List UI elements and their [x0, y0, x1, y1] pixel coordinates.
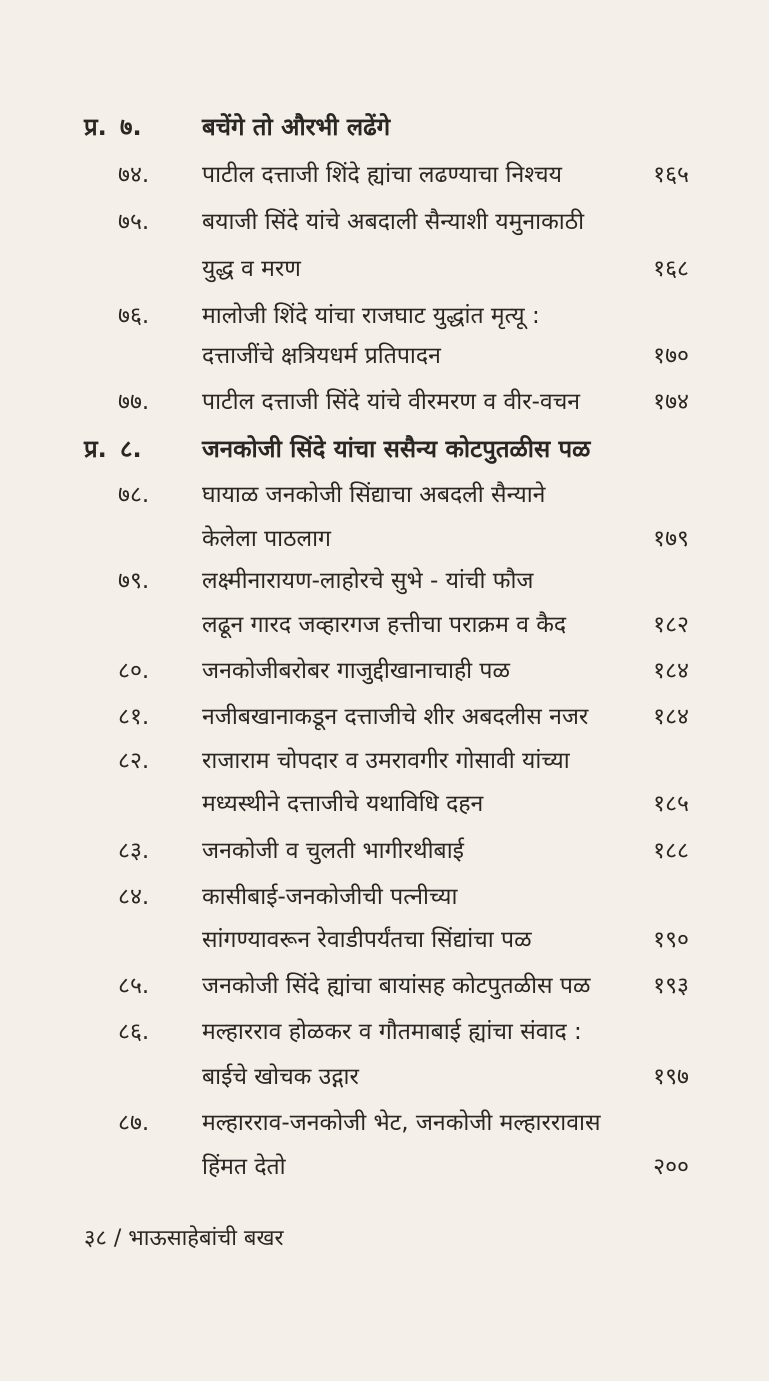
entry-number: ८१.: [118, 704, 150, 730]
entry-page: १८४: [653, 658, 689, 684]
entry-title-line: बयाजी सिंदे यांचे अबदाली सैन्याशी यमुनाकाठी: [202, 209, 585, 235]
entry-number: ८३.: [118, 838, 150, 864]
chapter-number: ७.: [120, 113, 142, 141]
entry-page: १८८: [653, 838, 689, 864]
chapter-prefix: प्र.: [84, 435, 107, 463]
entry-title-line: सांगण्यावरून रेवाडीपर्यंतचा सिंद्यांचा पळ: [202, 927, 532, 953]
chapter-title: बचेंगे तो औरभी लढेंगे: [202, 113, 391, 141]
entry-number: ८२.: [118, 748, 150, 774]
entry-title-line: दत्ताजींचे क्षत्रियधर्म प्रतिपादन: [202, 343, 441, 369]
entry-number: ७९.: [118, 568, 150, 594]
entry-number: ७७.: [118, 389, 150, 415]
entry-title-line: मल्हारराव होळकर व गौतमाबाई ह्यांचा संवाद :: [202, 1019, 582, 1045]
entry-number: ७४.: [118, 162, 150, 188]
page-footer: ३८ / भाऊसाहेबांची बखर: [84, 1226, 284, 1251]
entry-number: ८५.: [118, 973, 150, 999]
entry-title-line: पाटील दत्ताजी सिंदे यांचे वीरमरण व वीर-वचन: [202, 389, 581, 415]
entry-number: ७६.: [118, 303, 150, 329]
entry-title-line: लक्ष्मीनारायण-लाहोरचे सुभे - यांची फौज: [202, 568, 534, 594]
entry-title-line: केलेला पाठलाग: [202, 526, 332, 552]
entry-page: १७९: [653, 526, 689, 552]
entry-title-line: जनकोजी सिंदे ह्यांचा बायांसह कोटपुतळीस पळ: [202, 973, 591, 999]
entry-page: १८२: [653, 612, 689, 638]
entry-number: ७५.: [118, 209, 150, 235]
entry-title-line: हिंमत देतो: [202, 1154, 286, 1180]
entry-title-line: लढून गारद जव्हारगज हत्तीचा पराक्रम व कैद: [202, 612, 567, 638]
entry-number: ८६.: [118, 1019, 150, 1045]
chapter-title: जनकोजी सिंदे यांचा ससैन्य कोटपुतळीस पळ: [202, 435, 591, 463]
entry-number: ८४.: [118, 884, 150, 910]
entry-title-line: जनकोजी व चुलती भागीरथीबाई: [202, 838, 464, 864]
entry-title-line: राजाराम चोपदार व उमरावगीर गोसावी यांच्या: [202, 748, 570, 774]
entry-page: १९७: [653, 1064, 689, 1090]
entry-page: १७४: [653, 389, 689, 415]
entry-title-line: कासीबाई-जनकोजीची पत्नीच्या: [202, 884, 458, 910]
entry-title-line: पाटील दत्ताजी शिंदे ह्यांचा लढण्याचा निश्चय: [202, 162, 563, 188]
entry-title-line: मध्यस्थीने दत्ताजीचे यथाविधि दहन: [202, 791, 484, 817]
entry-page: १९०: [653, 927, 689, 953]
entry-page: १६८: [653, 256, 689, 282]
entry-page: १६५: [653, 162, 689, 188]
entry-number: ८०.: [118, 658, 150, 684]
entry-page: १८५: [653, 791, 689, 817]
entry-title-line: मालोजी शिंदे यांचा राजघाट युद्धांत मृत्यू :: [202, 303, 540, 329]
entry-page: १७०: [653, 343, 689, 369]
chapter-number: ८.: [120, 435, 142, 463]
entry-number: ८७.: [118, 1110, 150, 1136]
entry-title-line: नजीबखानाकडून दत्ताजीचे शीर अबदलीस नजर: [202, 704, 589, 730]
entry-title-line: घायाळ जनकोजी सिंद्याचा अबदली सैन्याने: [202, 482, 546, 508]
entry-page: १९३: [653, 973, 689, 999]
entry-title-line: जनकोजीबरोबर गाजुद्दीखानाचाही पळ: [202, 658, 510, 684]
entry-number: ७८.: [118, 482, 150, 508]
entry-page: २००: [653, 1154, 689, 1180]
entry-title-line: बाईचे खोचक उद्गार: [202, 1064, 359, 1090]
entry-title-line: मल्हारराव-जनकोजी भेट, जनकोजी मल्हाररावास: [202, 1110, 601, 1136]
entry-page: १८४: [653, 704, 689, 730]
chapter-prefix: प्र.: [84, 113, 107, 141]
entry-title-line: युद्ध व मरण: [202, 256, 301, 282]
